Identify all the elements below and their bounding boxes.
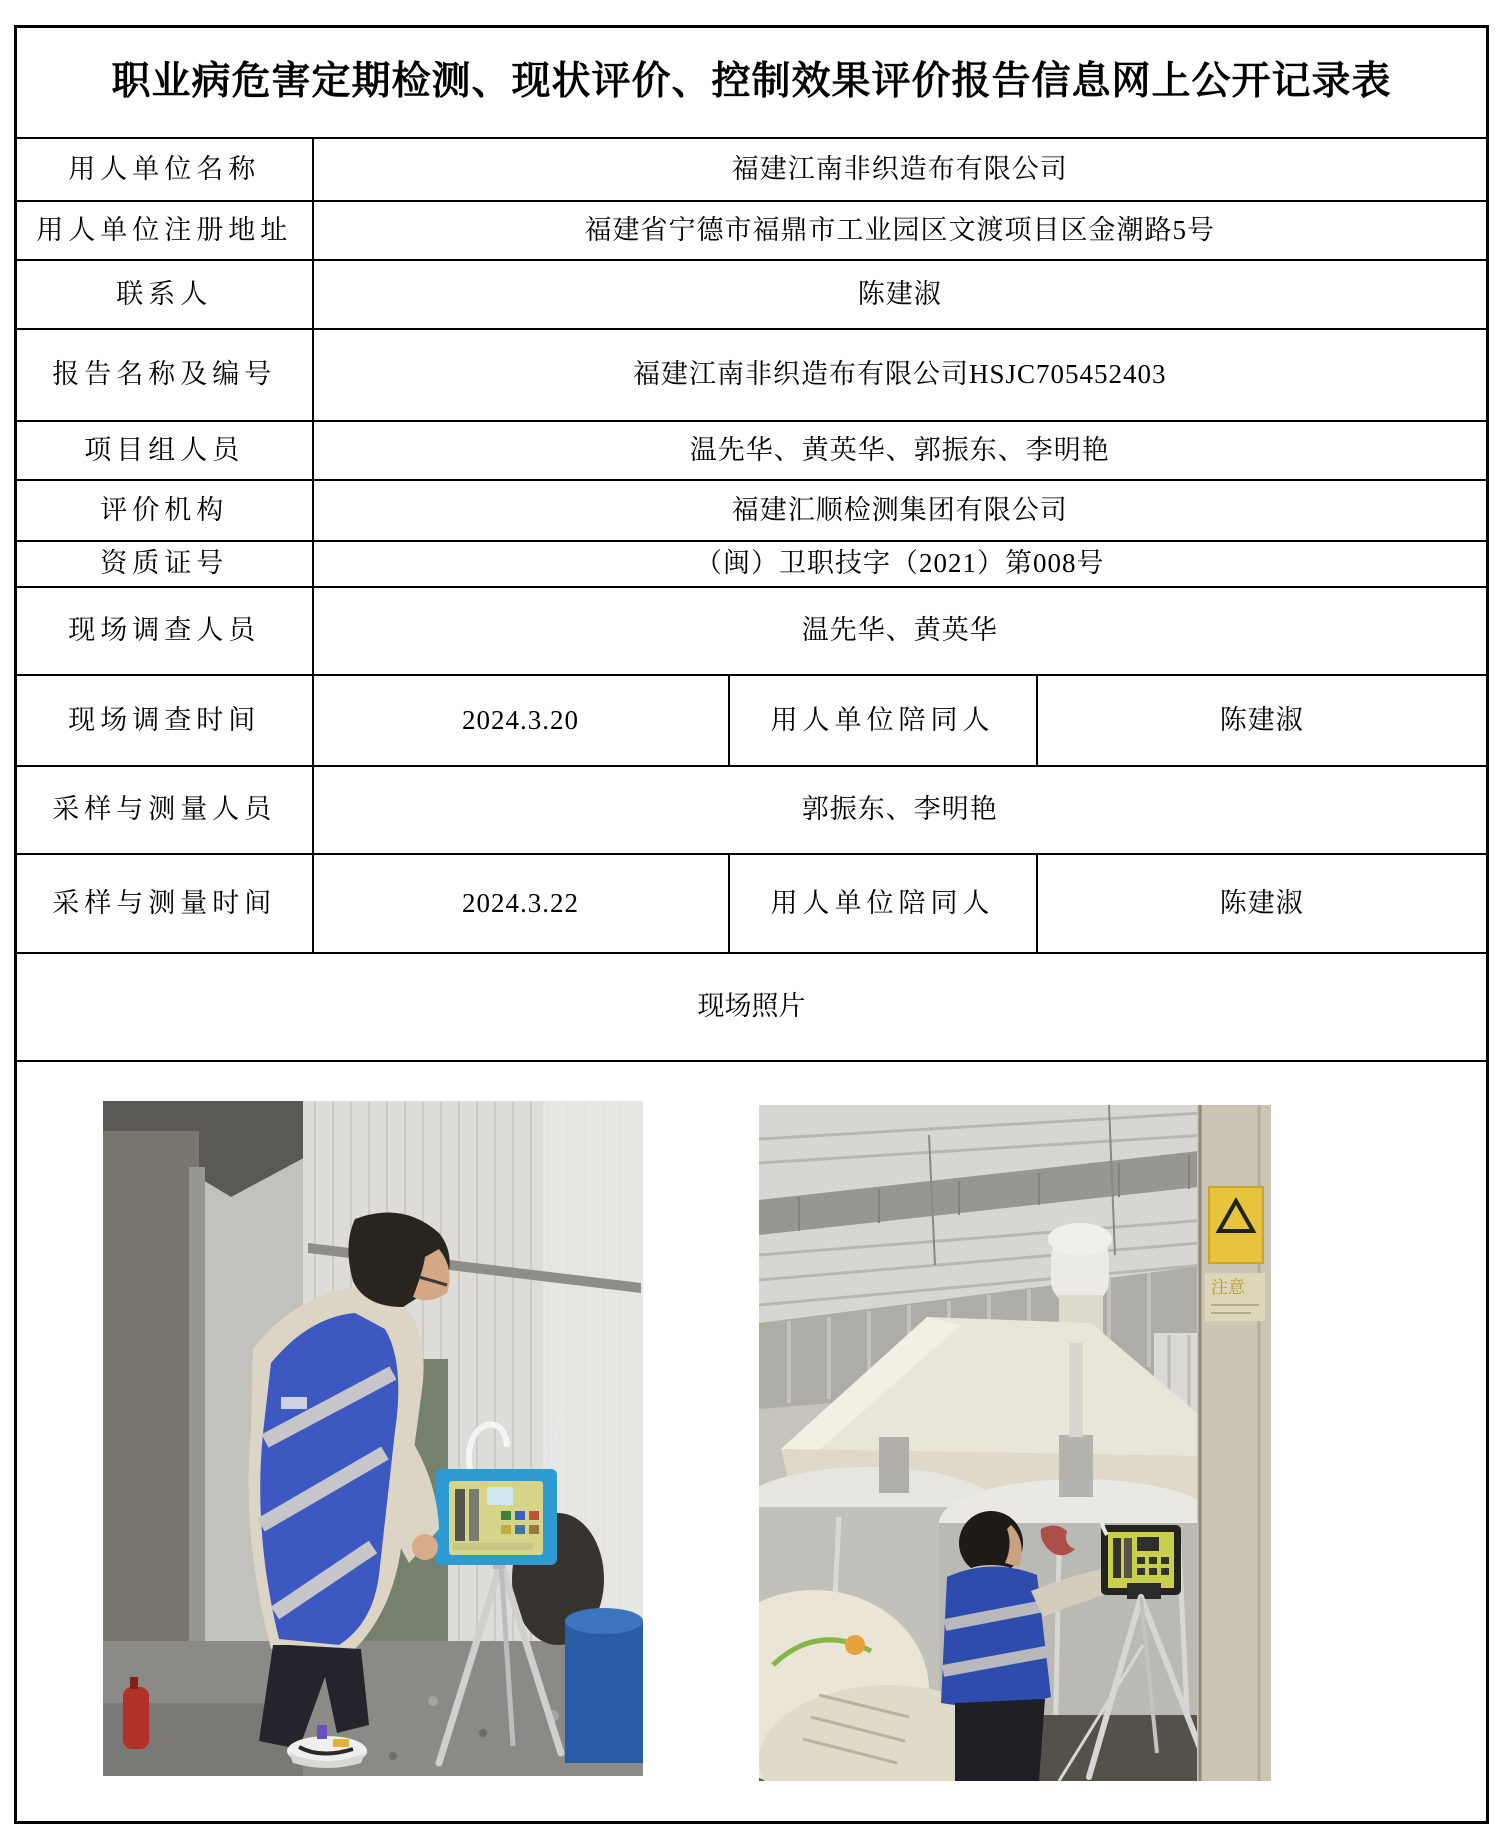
field-value-sampling-staff: 郭振东、李明艳 (313, 766, 1488, 854)
record-table (14, 25, 1489, 1824)
field-value-sampling-companion: 陈建淑 (1037, 854, 1488, 953)
table-row (16, 138, 1488, 201)
table-row (16, 480, 1488, 541)
table-row-title (16, 27, 1488, 139)
table-row (16, 541, 1488, 587)
table-row (16, 421, 1488, 480)
field-value-evaluation-agency: 福建汇顺检测集团有限公司 (313, 480, 1488, 541)
table-row-sampling-time (16, 854, 1488, 953)
field-value-site-survey-staff: 温先华、黄英华 (313, 587, 1488, 675)
field-label-project-team: 项目组人员 (16, 421, 313, 480)
field-label-survey-companion: 用人单位陪同人 (729, 675, 1037, 766)
field-label-survey-time: 现场调查时间 (16, 675, 313, 766)
field-value-project-team: 温先华、黄英华、郭振东、李明艳 (313, 421, 1488, 480)
field-value-survey-companion: 陈建淑 (1037, 675, 1488, 766)
field-label-site-survey-staff: 现场调查人员 (16, 587, 313, 675)
field-value-employer-name: 福建江南非织造布有限公司 (313, 138, 1488, 201)
table-row (16, 201, 1488, 260)
field-value-registered-address: 福建省宁德市福鼎市工业园区文渡项目区金潮路5号 (313, 201, 1488, 260)
photo-section-heading: 现场照片 (16, 953, 1488, 1061)
table-row-survey-time (16, 675, 1488, 766)
table-row (16, 587, 1488, 675)
site-photo-left-graphic (103, 1101, 643, 1776)
table-row (16, 329, 1488, 421)
page-title: 职业病危害定期检测、现状评价、控制效果评价报告信息网上公开记录表 (16, 27, 1488, 139)
field-label-contact-person: 联系人 (16, 260, 313, 329)
field-label-evaluation-agency: 评价机构 (16, 480, 313, 541)
table-row (16, 260, 1488, 329)
photos-cell (16, 1061, 1488, 1823)
field-label-sampling-companion: 用人单位陪同人 (729, 854, 1037, 953)
site-photo-left (103, 1101, 643, 1776)
table-row-photo-heading (16, 953, 1488, 1061)
field-label-employer-name: 用人单位名称 (16, 138, 313, 201)
field-value-survey-time: 2024.3.20 (313, 675, 729, 766)
field-value-sampling-time: 2024.3.22 (313, 854, 729, 953)
field-label-qualification-number: 资质证号 (16, 541, 313, 587)
field-label-sampling-staff: 采样与测量人员 (16, 766, 313, 854)
site-photo-right (759, 1105, 1271, 1781)
field-value-report-name-number: 福建江南非织造布有限公司HSJC705452403 (313, 329, 1488, 421)
field-value-qualification-number: （闽）卫职技字（2021）第008号 (313, 541, 1488, 587)
site-photo-right-graphic (759, 1105, 1271, 1781)
table-row (16, 766, 1488, 854)
field-label-sampling-time: 采样与测量时间 (16, 854, 313, 953)
field-label-report-name-number: 报告名称及编号 (16, 329, 313, 421)
table-row-photos (16, 1061, 1488, 1823)
field-value-contact-person: 陈建淑 (313, 260, 1488, 329)
field-label-registered-address: 用人单位注册地址 (16, 201, 313, 260)
warning-sign-text: 注意 (1211, 1278, 1245, 1297)
